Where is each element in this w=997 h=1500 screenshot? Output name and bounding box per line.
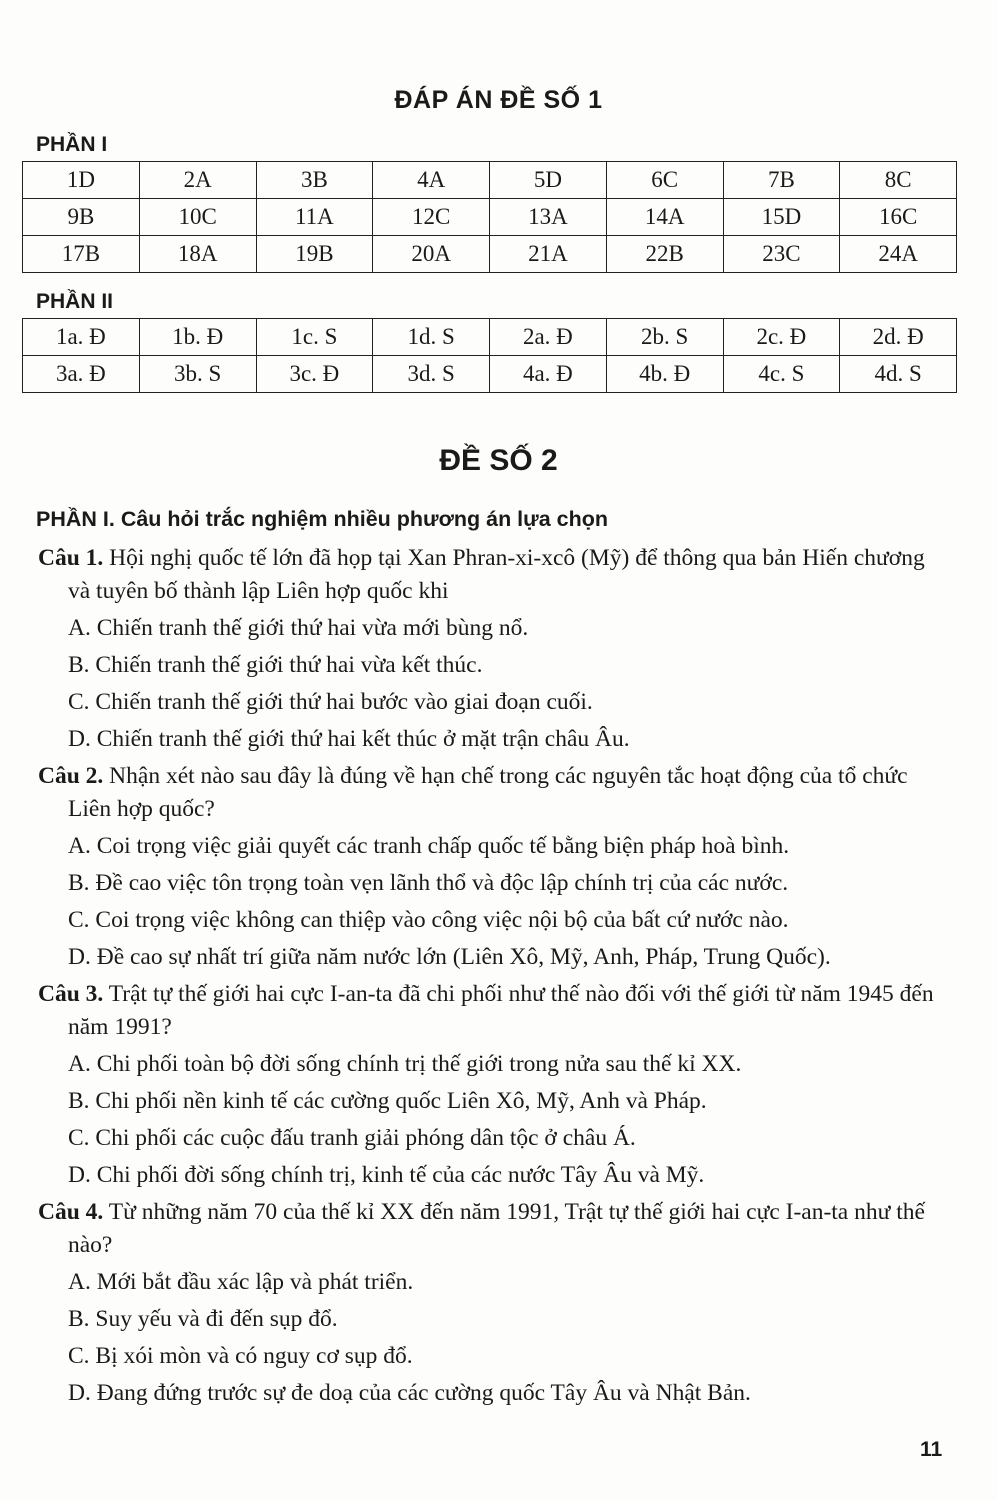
table-row [23, 319, 957, 356]
answer-option: A. Chi phối toàn bộ đời sống chính trị thế giới trong nửa sau thế kỉ XX. [68, 1051, 742, 1077]
answer-cell: 7B [723, 162, 840, 199]
answer-option: D. Đề cao sự nhất trí giữa năm nước lớn (Liên Xô, Mỹ, Anh, Pháp, Trung Quốc). [68, 944, 831, 970]
exam-title: ĐỀ SỐ 2 [439, 444, 558, 477]
answer-cell: 6C [606, 162, 723, 199]
answer-cell: 1D [23, 162, 140, 199]
answer-cell: 13A [490, 199, 607, 236]
answer-option: B. Chiến tranh thế giới thứ hai vừa kết thúc. [68, 652, 483, 678]
question-text: Nhận xét nào sau đây là đúng về hạn chế trong các nguyên tắc hoạt động của tổ chức Liên hợp quốc? [68, 763, 908, 822]
answer-cell: 11A [256, 199, 373, 236]
answer-option: D. Chiến tranh thế giới thứ hai kết thúc ở mặt trận châu Âu. [68, 726, 630, 752]
answer-cell: 16C [840, 199, 957, 236]
part2-label: PHẦN II [36, 290, 114, 313]
answer-cell: 3B [256, 162, 373, 199]
answer-cell: 1a. Đ [23, 319, 140, 356]
section-heading: PHẦN I. Câu hỏi trắc nghiệm nhiều phương án lựa chọn [36, 507, 609, 531]
table-row [23, 356, 957, 393]
answer-cell: 4c. S [723, 356, 840, 393]
answer-option: B. Chi phối nền kinh tế các cường quốc Liên Xô, Mỹ, Anh và Pháp. [68, 1088, 707, 1114]
question-text: Từ những năm 70 của thế kỉ XX đến năm 1991, Trật tự thế giới hai cực I-an-ta như thế nào? [68, 1199, 925, 1258]
answer-cell: 10C [139, 199, 256, 236]
answer-option: A. Chiến tranh thế giới thứ hai vừa mới bùng nổ. [68, 615, 529, 641]
question-list [38, 538, 948, 1410]
question [38, 542, 948, 756]
part2-answer-table [22, 318, 957, 393]
table-row [23, 199, 957, 236]
answer-cell: 3d. S [373, 356, 490, 393]
answer-cell: 21A [490, 236, 607, 273]
answer-cell: 3a. Đ [23, 356, 140, 393]
answer-cell: 22B [606, 236, 723, 273]
answer-cell: 2c. Đ [723, 319, 840, 356]
answer-option: C. Coi trọng việc không can thiệp vào công việc nội bộ của bất cứ nước nào. [68, 907, 789, 933]
answer-option: A. Coi trọng việc giải quyết các tranh chấp quốc tế bằng biện pháp hoà bình. [68, 833, 790, 859]
answer-cell: 1c. S [256, 319, 373, 356]
question-stem [38, 760, 948, 826]
answer-cell: 2A [139, 162, 256, 199]
part1-label: PHẦN I [36, 133, 108, 156]
answer-cell: 4b. Đ [606, 356, 723, 393]
answer-cell: 20A [373, 236, 490, 273]
answer-cell: 2a. Đ [490, 319, 607, 356]
answer-option: B. Suy yếu và đi đến sụp đổ. [68, 1306, 338, 1332]
table-row [23, 162, 957, 199]
question-stem [38, 542, 948, 608]
question-stem [38, 1196, 948, 1262]
question-number: Câu 4. [38, 1199, 104, 1225]
question-stem [38, 978, 948, 1044]
answer-cell: 24A [840, 236, 957, 273]
answer-cell: 3c. Đ [256, 356, 373, 393]
answer-cell: 23C [723, 236, 840, 273]
answer-option: C. Chiến tranh thế giới thứ hai bước vào giai đoạn cuối. [68, 689, 593, 715]
answer-cell: 4A [373, 162, 490, 199]
answer-cell: 3b. S [139, 356, 256, 393]
table-row [23, 236, 957, 273]
answer-option: A. Mới bắt đầu xác lập và phát triển. [68, 1269, 414, 1295]
answer-cell: 5D [490, 162, 607, 199]
answer-cell: 12C [373, 199, 490, 236]
question [38, 978, 948, 1192]
answer-cell: 18A [139, 236, 256, 273]
answer-option: C. Chi phối các cuộc đấu tranh giải phóng dân tộc ở châu Á. [68, 1125, 636, 1151]
answer-cell: 8C [840, 162, 957, 199]
answer-option: C. Bị xói mòn và có nguy cơ sụp đổ. [68, 1343, 413, 1369]
question-number: Câu 1. [38, 545, 104, 571]
answer-cell: 19B [256, 236, 373, 273]
answer-option: D. Chi phối đời sống chính trị, kinh tế của các nước Tây Âu và Mỹ. [68, 1162, 705, 1188]
answer-option: B. Đề cao việc tôn trọng toàn vẹn lãnh thổ và độc lập chính trị của các nước. [68, 870, 789, 896]
answer-cell: 2b. S [606, 319, 723, 356]
answer-cell: 15D [723, 199, 840, 236]
answer-cell: 2d. Đ [840, 319, 957, 356]
page-number: 11 [920, 1438, 943, 1461]
answer-cell: 14A [606, 199, 723, 236]
answer-cell: 1b. Đ [139, 319, 256, 356]
question-text: Hội nghị quốc tế lớn đã họp tại Xan Phran-xi-xcô (Mỹ) để thông qua bản Hiến chương và tuyên bố thành lập Liên hợp quốc khi [68, 545, 925, 604]
answer-cell: 4a. Đ [490, 356, 607, 393]
part1-answer-table [22, 161, 957, 273]
question [38, 760, 948, 974]
question-number: Câu 2. [38, 763, 104, 789]
answer-cell: 9B [23, 199, 140, 236]
answer-cell: 4d. S [840, 356, 957, 393]
answer-cell: 1d. S [373, 319, 490, 356]
question-text: Trật tự thế giới hai cực I-an-ta đã chi phối như thế nào đối với thế giới từ năm 1945 đến năm 1991? [68, 981, 934, 1040]
answer-option: D. Đang đứng trước sự đe doạ của các cường quốc Tây Âu và Nhật Bản. [68, 1380, 751, 1406]
answer-key-title: ĐÁP ÁN ĐỀ SỐ 1 [394, 86, 603, 114]
question [38, 1196, 948, 1410]
answer-cell: 17B [23, 236, 140, 273]
question-number: Câu 3. [38, 981, 104, 1007]
